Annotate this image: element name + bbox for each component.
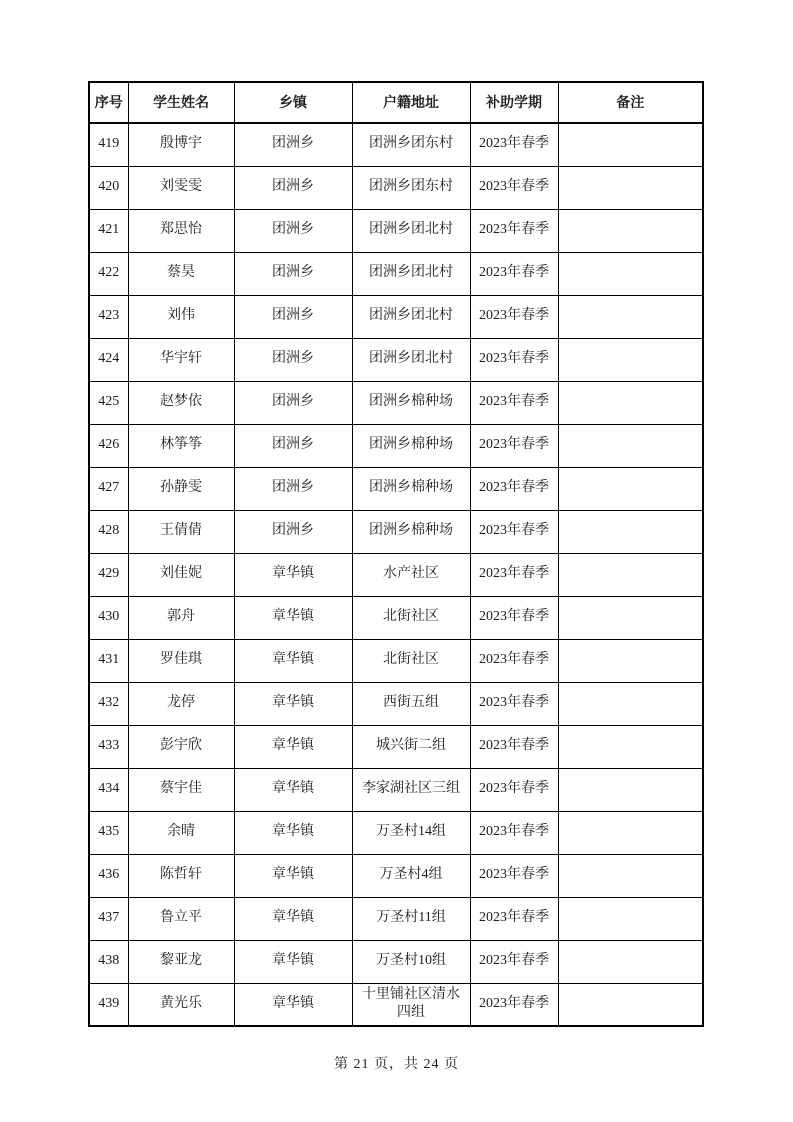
cell-serial-number: 438 bbox=[89, 940, 128, 983]
cell-household-address: 团洲乡棉种场 bbox=[352, 381, 470, 424]
table-header-row bbox=[89, 82, 703, 123]
table-row bbox=[89, 467, 703, 510]
cell-household-address: 十里铺社区清水四组 bbox=[352, 983, 470, 1026]
cell-serial-number: 428 bbox=[89, 510, 128, 553]
table-row bbox=[89, 983, 703, 1026]
cell-student-name: 龙停 bbox=[128, 682, 234, 725]
table-row bbox=[89, 338, 703, 381]
cell-township: 团洲乡 bbox=[234, 166, 352, 209]
table-row bbox=[89, 768, 703, 811]
cell-remark bbox=[558, 252, 703, 295]
cell-township: 团洲乡 bbox=[234, 424, 352, 467]
cell-township: 章华镇 bbox=[234, 682, 352, 725]
cell-serial-number: 424 bbox=[89, 338, 128, 381]
cell-student-name: 蔡昊 bbox=[128, 252, 234, 295]
cell-remark bbox=[558, 596, 703, 639]
cell-township: 团洲乡 bbox=[234, 209, 352, 252]
table-body bbox=[89, 123, 703, 1026]
cell-township: 章华镇 bbox=[234, 553, 352, 596]
cell-household-address: 万圣村11组 bbox=[352, 897, 470, 940]
cell-subsidy-semester: 2023年春季 bbox=[470, 338, 558, 381]
cell-serial-number: 439 bbox=[89, 983, 128, 1026]
cell-serial-number: 421 bbox=[89, 209, 128, 252]
cell-subsidy-semester: 2023年春季 bbox=[470, 854, 558, 897]
cell-subsidy-semester: 2023年春季 bbox=[470, 897, 558, 940]
cell-household-address: 团洲乡团东村 bbox=[352, 123, 470, 166]
cell-serial-number: 427 bbox=[89, 467, 128, 510]
cell-subsidy-semester: 2023年春季 bbox=[470, 596, 558, 639]
header-township: 乡镇 bbox=[234, 82, 352, 123]
cell-remark bbox=[558, 381, 703, 424]
cell-student-name: 蔡宇佳 bbox=[128, 768, 234, 811]
cell-township: 团洲乡 bbox=[234, 123, 352, 166]
cell-household-address: 团洲乡棉种场 bbox=[352, 510, 470, 553]
cell-remark bbox=[558, 811, 703, 854]
cell-serial-number: 426 bbox=[89, 424, 128, 467]
cell-student-name: 刘伟 bbox=[128, 295, 234, 338]
cell-remark bbox=[558, 897, 703, 940]
table-row bbox=[89, 510, 703, 553]
page-number-footer: 第 21 页，共 24 页 bbox=[334, 1057, 459, 1072]
cell-household-address: 北街社区 bbox=[352, 596, 470, 639]
cell-household-address: 团洲乡团北村 bbox=[352, 209, 470, 252]
cell-township: 章华镇 bbox=[234, 854, 352, 897]
table-row bbox=[89, 295, 703, 338]
cell-student-name: 华宇轩 bbox=[128, 338, 234, 381]
cell-student-name: 赵梦依 bbox=[128, 381, 234, 424]
cell-subsidy-semester: 2023年春季 bbox=[470, 295, 558, 338]
cell-subsidy-semester: 2023年春季 bbox=[470, 639, 558, 682]
cell-remark bbox=[558, 295, 703, 338]
cell-student-name: 彭宇欣 bbox=[128, 725, 234, 768]
cell-subsidy-semester: 2023年春季 bbox=[470, 467, 558, 510]
cell-township: 团洲乡 bbox=[234, 338, 352, 381]
table-row bbox=[89, 940, 703, 983]
cell-subsidy-semester: 2023年春季 bbox=[470, 252, 558, 295]
cell-remark bbox=[558, 725, 703, 768]
cell-township: 章华镇 bbox=[234, 811, 352, 854]
cell-household-address: 北街社区 bbox=[352, 639, 470, 682]
cell-student-name: 林筝筝 bbox=[128, 424, 234, 467]
table-header bbox=[89, 82, 703, 123]
header-student-name: 学生姓名 bbox=[128, 82, 234, 123]
cell-serial-number: 422 bbox=[89, 252, 128, 295]
cell-serial-number: 419 bbox=[89, 123, 128, 166]
header-serial-number: 序号 bbox=[89, 82, 128, 123]
cell-remark bbox=[558, 768, 703, 811]
cell-remark bbox=[558, 166, 703, 209]
cell-subsidy-semester: 2023年春季 bbox=[470, 682, 558, 725]
cell-student-name: 黎亚龙 bbox=[128, 940, 234, 983]
table-row bbox=[89, 811, 703, 854]
header-remark: 备注 bbox=[558, 82, 703, 123]
cell-student-name: 殷博宇 bbox=[128, 123, 234, 166]
cell-remark bbox=[558, 639, 703, 682]
table-row bbox=[89, 553, 703, 596]
cell-remark bbox=[558, 338, 703, 381]
cell-township: 章华镇 bbox=[234, 940, 352, 983]
cell-subsidy-semester: 2023年春季 bbox=[470, 725, 558, 768]
table-row bbox=[89, 252, 703, 295]
cell-serial-number: 434 bbox=[89, 768, 128, 811]
table-row bbox=[89, 381, 703, 424]
cell-subsidy-semester: 2023年春季 bbox=[470, 424, 558, 467]
table-row bbox=[89, 682, 703, 725]
cell-student-name: 刘佳妮 bbox=[128, 553, 234, 596]
cell-township: 团洲乡 bbox=[234, 381, 352, 424]
cell-subsidy-semester: 2023年春季 bbox=[470, 768, 558, 811]
cell-remark bbox=[558, 510, 703, 553]
cell-household-address: 万圣村14组 bbox=[352, 811, 470, 854]
cell-remark bbox=[558, 467, 703, 510]
cell-serial-number: 430 bbox=[89, 596, 128, 639]
cell-serial-number: 437 bbox=[89, 897, 128, 940]
cell-student-name: 孙静雯 bbox=[128, 467, 234, 510]
cell-remark bbox=[558, 424, 703, 467]
cell-student-name: 陈哲轩 bbox=[128, 854, 234, 897]
cell-township: 章华镇 bbox=[234, 983, 352, 1026]
cell-subsidy-semester: 2023年春季 bbox=[470, 553, 558, 596]
student-subsidy-table bbox=[88, 81, 704, 1027]
cell-township: 章华镇 bbox=[234, 596, 352, 639]
table-row bbox=[89, 897, 703, 940]
cell-serial-number: 432 bbox=[89, 682, 128, 725]
cell-household-address: 团洲乡团北村 bbox=[352, 295, 470, 338]
header-household-address: 户籍地址 bbox=[352, 82, 470, 123]
cell-remark bbox=[558, 123, 703, 166]
cell-subsidy-semester: 2023年春季 bbox=[470, 811, 558, 854]
cell-student-name: 刘雯雯 bbox=[128, 166, 234, 209]
cell-township: 章华镇 bbox=[234, 768, 352, 811]
table-row bbox=[89, 424, 703, 467]
table-row bbox=[89, 123, 703, 166]
cell-student-name: 鲁立平 bbox=[128, 897, 234, 940]
table-row bbox=[89, 854, 703, 897]
cell-household-address: 团洲乡棉种场 bbox=[352, 467, 470, 510]
cell-serial-number: 429 bbox=[89, 553, 128, 596]
cell-subsidy-semester: 2023年春季 bbox=[470, 983, 558, 1026]
cell-household-address: 西街五组 bbox=[352, 682, 470, 725]
cell-student-name: 郑思怡 bbox=[128, 209, 234, 252]
table-row bbox=[89, 725, 703, 768]
cell-township: 团洲乡 bbox=[234, 467, 352, 510]
table-row bbox=[89, 209, 703, 252]
table-row bbox=[89, 166, 703, 209]
cell-subsidy-semester: 2023年春季 bbox=[470, 166, 558, 209]
cell-serial-number: 423 bbox=[89, 295, 128, 338]
cell-student-name: 黄光乐 bbox=[128, 983, 234, 1026]
cell-remark bbox=[558, 983, 703, 1026]
cell-household-address: 团洲乡团北村 bbox=[352, 252, 470, 295]
cell-subsidy-semester: 2023年春季 bbox=[470, 209, 558, 252]
cell-serial-number: 435 bbox=[89, 811, 128, 854]
cell-township: 团洲乡 bbox=[234, 295, 352, 338]
cell-serial-number: 431 bbox=[89, 639, 128, 682]
cell-serial-number: 433 bbox=[89, 725, 128, 768]
cell-student-name: 王倩倩 bbox=[128, 510, 234, 553]
table-row bbox=[89, 596, 703, 639]
cell-remark bbox=[558, 940, 703, 983]
cell-township: 团洲乡 bbox=[234, 510, 352, 553]
cell-household-address: 李家湖社区三组 bbox=[352, 768, 470, 811]
cell-remark bbox=[558, 854, 703, 897]
cell-household-address: 万圣村4组 bbox=[352, 854, 470, 897]
cell-household-address: 团洲乡团东村 bbox=[352, 166, 470, 209]
cell-subsidy-semester: 2023年春季 bbox=[470, 381, 558, 424]
cell-subsidy-semester: 2023年春季 bbox=[470, 940, 558, 983]
cell-subsidy-semester: 2023年春季 bbox=[470, 123, 558, 166]
cell-household-address: 水产社区 bbox=[352, 553, 470, 596]
header-subsidy-semester: 补助学期 bbox=[470, 82, 558, 123]
cell-student-name: 罗佳琪 bbox=[128, 639, 234, 682]
cell-township: 章华镇 bbox=[234, 725, 352, 768]
cell-student-name: 余晴 bbox=[128, 811, 234, 854]
cell-remark bbox=[558, 209, 703, 252]
cell-subsidy-semester: 2023年春季 bbox=[470, 510, 558, 553]
cell-township: 章华镇 bbox=[234, 897, 352, 940]
cell-household-address: 万圣村10组 bbox=[352, 940, 470, 983]
cell-household-address: 城兴街二组 bbox=[352, 725, 470, 768]
cell-household-address: 团洲乡团北村 bbox=[352, 338, 470, 381]
cell-township: 团洲乡 bbox=[234, 252, 352, 295]
cell-serial-number: 420 bbox=[89, 166, 128, 209]
cell-serial-number: 436 bbox=[89, 854, 128, 897]
cell-student-name: 郭舟 bbox=[128, 596, 234, 639]
cell-remark bbox=[558, 553, 703, 596]
cell-serial-number: 425 bbox=[89, 381, 128, 424]
table-row bbox=[89, 639, 703, 682]
cell-remark bbox=[558, 682, 703, 725]
cell-township: 章华镇 bbox=[234, 639, 352, 682]
cell-household-address: 团洲乡棉种场 bbox=[352, 424, 470, 467]
